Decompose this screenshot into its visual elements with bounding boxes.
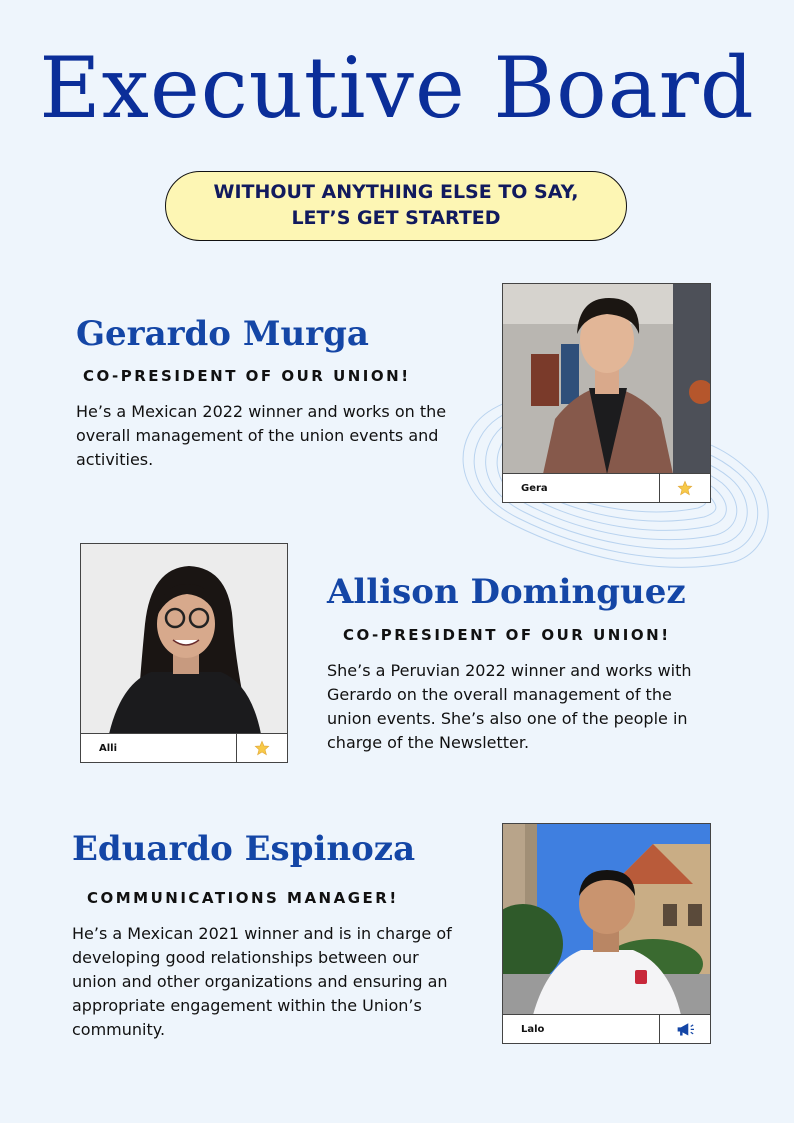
photo-caption [503, 473, 710, 502]
photo-caption [503, 1014, 710, 1043]
photo-caption [81, 733, 287, 762]
star-icon [236, 734, 287, 762]
member-name: Allison Dominguez [327, 572, 686, 612]
member-photo-card [80, 543, 288, 763]
page-title: Executive Board [39, 39, 755, 137]
member-name: Gerardo Murga [76, 314, 369, 354]
photo-label: Alli [99, 742, 118, 754]
megaphone-icon [659, 1015, 710, 1043]
banner-line-1: WITHOUT ANYTHING ELSE TO SAY, [213, 181, 579, 204]
member-photo [81, 544, 287, 734]
photo-label: Lalo [521, 1023, 545, 1035]
member-bio: She’s a Peruvian 2022 winner and works with Gerardo on the overall management of the union events. She’s also one of the people in charge of the Newsletter. [327, 661, 692, 752]
member-role: CO-PRESIDENT OF OUR UNION! [83, 367, 411, 385]
member-role: CO-PRESIDENT OF OUR UNION! [343, 626, 671, 644]
member-photo [503, 824, 710, 1015]
member-photo-card [502, 283, 711, 503]
intro-banner [165, 171, 627, 241]
member-bio: He’s a Mexican 2022 winner and works on the overall management of the union events and activities. [76, 402, 447, 469]
member-name: Eduardo Espinoza [72, 829, 416, 869]
photo-label: Gera [521, 482, 548, 494]
star-icon [659, 474, 710, 502]
banner-line-2: LET’S GET STARTED [291, 207, 501, 229]
member-role: COMMUNICATIONS MANAGER! [87, 889, 399, 907]
member-photo-card [502, 823, 711, 1044]
member-photo [503, 284, 710, 474]
member-bio: He’s a Mexican 2021 winner and is in charge of developing good relationships between our union and other organizations and ensuring an appropriate engagement within the Union’s community. [72, 924, 452, 1039]
